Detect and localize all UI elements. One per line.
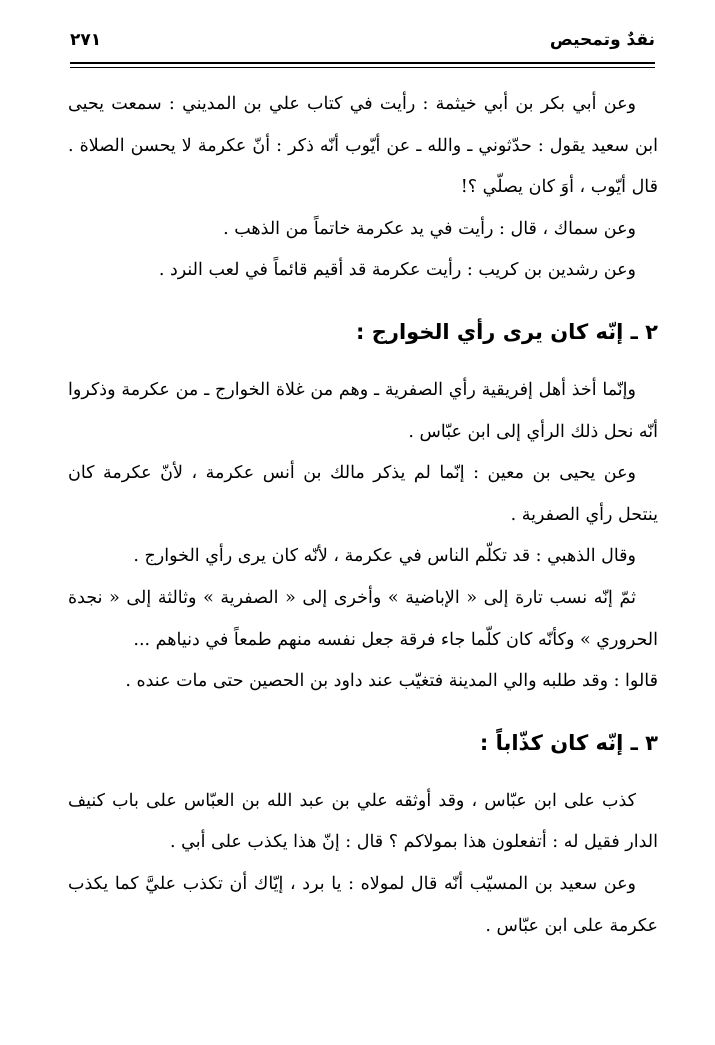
header-rule-thin: [70, 67, 655, 68]
paragraph: وعن يحيى بن معين : إنّما لم يذكر مالك بن أنس عكرمة ، لأنّ عكرمة كان ينتحل رأي الصفرية .: [68, 463, 658, 525]
page-body: [68, 84, 658, 947]
page-number: ٢٧١: [70, 30, 102, 50]
paragraph: قالوا : وقد طلبه والي المدينة فتغيّب عند داود بن الحصين حتى مات عنده .: [125, 671, 658, 692]
paragraph: كذب على ابن عبّاس ، وقد أوثقه علي بن عبد الله بن العبّاس على باب كنيف الدار فقيل له : أتفعلون هذا بمولاكم ؟ قال : إنّ هذا يكذب على أبي .: [68, 790, 658, 853]
paragraph: وعن سعيد بن المسيّب أنّه قال لمولاه : يا برد ، إيّاك أن تكذب عليَّ كما يكذب عكرمة على ابن عبّاس .: [68, 873, 658, 936]
section-heading: ٢ ـ إنّه كان يرى رأي الخوارج :: [356, 319, 658, 344]
paragraph: ثمّ إنّه نسب تارة إلى « الإباضية » وأخرى إلى « الصفرية » وثالثة إلى « نجدة الحروري » وكأنّه كان كلّما جاء فرقة جعل نفسه منهم طمعاً في دنياهم ...: [68, 587, 658, 650]
running-title: نقدٌ وتمحيص: [549, 30, 655, 50]
page-header: [70, 30, 655, 56]
paragraph: وعن سماك ، قال : رأيت في يد عكرمة خاتماً من الذهب .: [223, 218, 636, 239]
paragraph: وإنّما أخذ أهل إفريقية رأي الصفرية ـ وهم من غلاة الخوارج ـ من عكرمة وذكروا أنّه نحل ذلك الرأي إلى ابن عبّاس .: [68, 379, 658, 442]
section-heading: ٣ ـ إنّه كان كذّاباً :: [479, 730, 658, 755]
header-rule-thick: [70, 62, 655, 64]
paragraph: وعن أبي بكر بن أبي خيثمة : رأيت في كتاب علي بن المديني : سمعت يحيى ابن سعيد يقول : حدّثوني ـ والله ـ عن أيّوب أنّه ذكر : أنّ عكرمة لا يحسن الصلاة . قال أيّوب ، أوَ كان يصلّي ؟!: [68, 94, 658, 198]
paragraph: وعن رشدين بن كريب : رأيت عكرمة قد أقيم قائماً في لعب النرد .: [158, 260, 636, 281]
paragraph: وقال الذهبي : قد تكلّم الناس في عكرمة ، لأنّه كان يرى رأي الخوارج .: [133, 546, 636, 567]
